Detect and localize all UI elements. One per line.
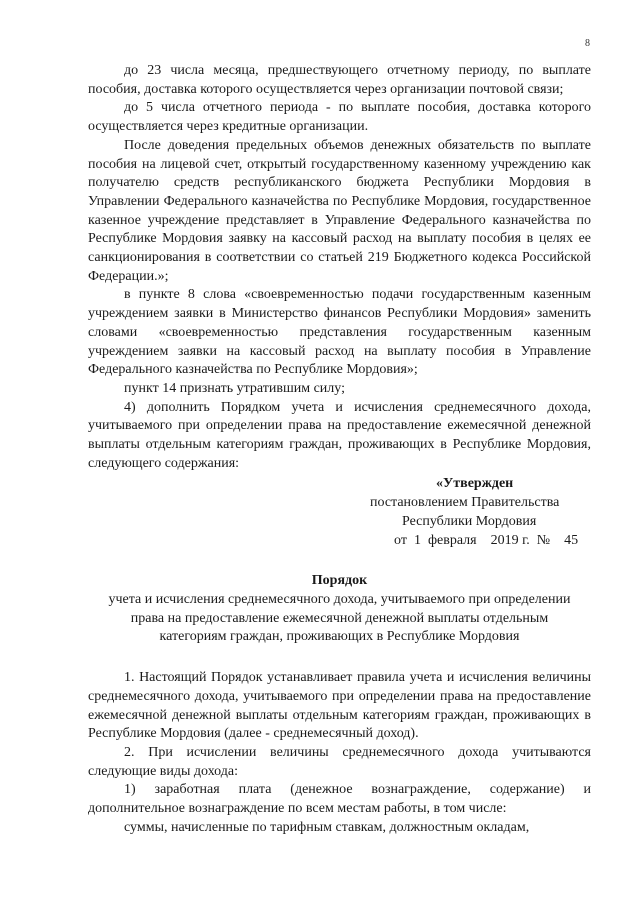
approval-line: Республики Мордовия [402,513,537,529]
paragraph: 1. Настоящий Порядок устанавливает правила учета и исчисления величины среднемесячного дохода, учитываемого при определении права на предоставление ежемесячной денежной выплаты отдельным категориям граждан, проживающих в Республике Мордовия (далее - среднемесячный доход). [88,670,591,742]
paragraph: 2. При исчислении величины среднемесячного дохода учитываются следующие виды дохода: [88,744,591,779]
approval-title: «Утвержден [436,476,514,492]
document-body [88,62,591,837]
paragraph: до 5 числа отчетного периода - по выплате пособия, доставка которого осуществляется через кредитные организации. [88,100,591,135]
paragraph: в пункте 8 слова «своевременностью подачи государственным казенным учреждением заявки в Министерство финансов Республики Мордовия» заменить словами «своевременностью представления государственным казенным учреждением заявки на кассовый расход на выплату пособия в Управление Федерального казначейства по Республике Мордовия»; [88,287,591,378]
approval-number: 45 [564,532,579,548]
paragraph: После доведения предельных объемов денежных обязательств по выплате пособия на лицевой счет, открытый государственному казенному учреждению как получателю средств республиканского бюджета Республики Мордовия в Управлении Федерального казначейства по Республике Мордовия, государственное казенное учреждение представляет в Управление Федерального казначейства по Республике Мордовия заявку на кассовый расход на выплату пособия в целях ее санкционирования в соответствии со статьей 219 Бюджетного кодекса Российской Федерации.»; [88,137,591,284]
approval-line: постановлением Правительства [370,495,560,511]
paragraph: 1) заработная плата (денежное вознаграждение, содержание) и дополнительное вознаграждение по всем местам работы, в том числе: [88,782,591,817]
paragraph: суммы, начисленные по тарифным ставкам, должностным окладам, [124,819,530,835]
document-title: Порядок [311,573,368,589]
approval-number-sign: № [536,532,551,548]
page-number: 8 [585,38,590,49]
approval-date-line [370,532,592,551]
document-subtitle: учета и исчисления среднемесячного дохода, учитываемого при определении права на предоставление ежемесячной денежной выплаты отдельным категориям граждан, проживающих в Республике Мордовия [108,591,571,645]
approval-day: 1 [413,532,421,548]
paragraph: до 23 числа месяца, предшествующего отчетному периоду, по выплате пособия, доставка которого осуществляется через организации почтовой связи; [88,63,591,97]
approval-month: февраля [427,532,477,548]
approval-year: 2019 г. [490,532,530,548]
approval-prefix: от [394,532,407,548]
document-section [88,669,591,837]
paragraph: 4) дополнить Порядком учета и исчисления среднемесячного дохода, учитываемого при определении права на предоставление ежемесячной денежной выплаты отдельным категориям граждан, проживающих в Республике Мордовия, следующего содержания: [88,399,591,471]
paragraph: пункт 14 признать утратившим силу; [124,380,345,396]
approval-block [370,475,592,550]
